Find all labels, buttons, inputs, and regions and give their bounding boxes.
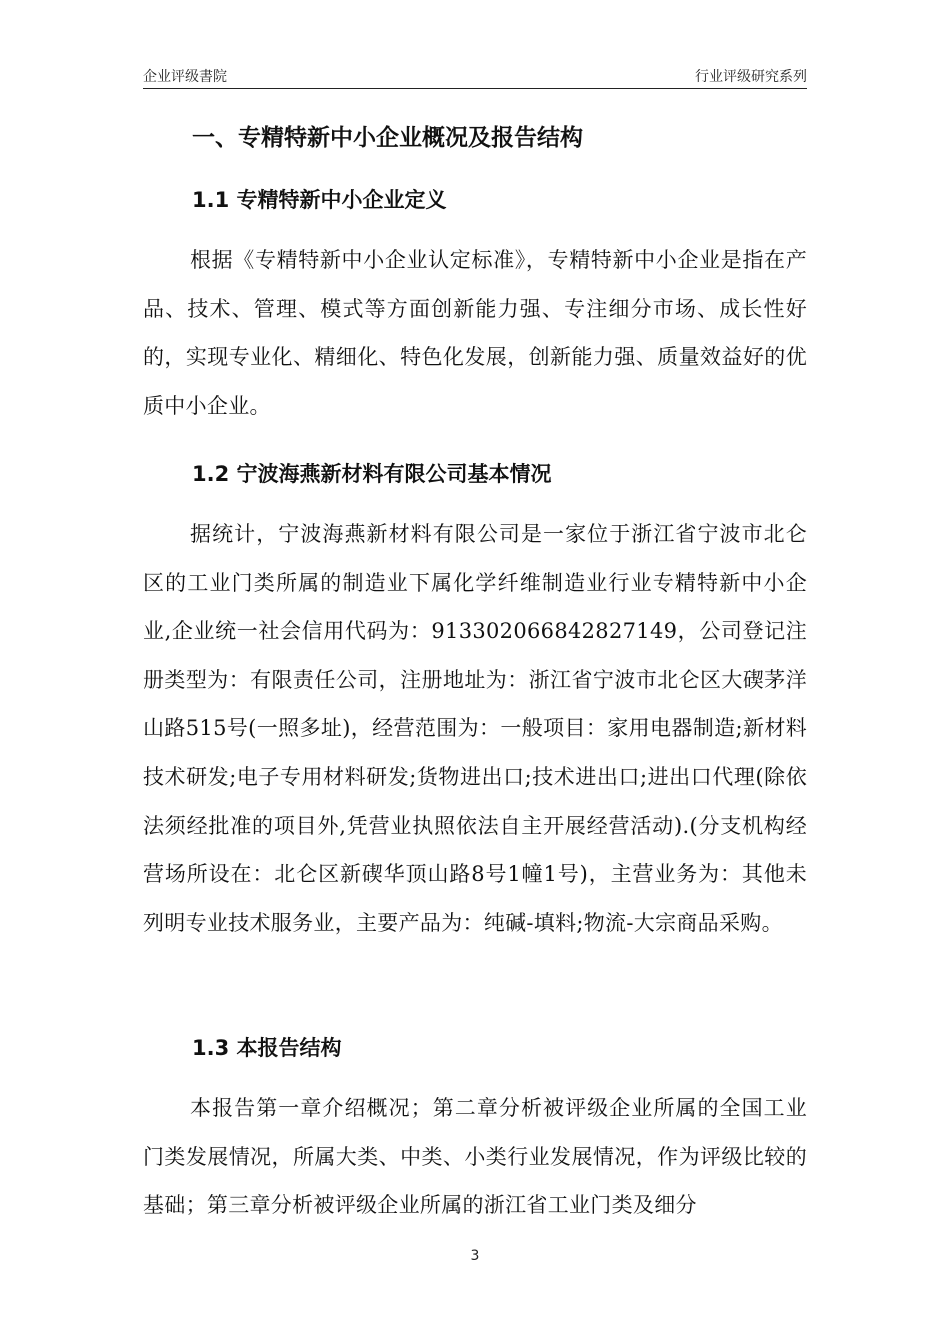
- page-number: 3: [470, 1248, 480, 1264]
- section-paragraph-1-3: 本报告第一章介绍概况；第二章分析被评级企业所属的全国工业门类发展情况，所属大类、中类、小类行业发展情况，作为评级比较的基础；第三章分析被评级企业所属的浙江省工业门类及细分: [143, 1096, 807, 1218]
- section-heading-1-3: 1.3 本报告结构: [192, 1036, 342, 1060]
- chapter-title: 一、专精特新中小企业概况及报告结构: [192, 125, 583, 151]
- section-paragraph-1-1: 根据《专精特新中小企业认定标准》，专精特新中小企业是指在产品、技术、管理、模式等方面创新能力强、专注细分市场、成长性好的，实现专业化、精细化、特色化发展，创新能力强、质量效益好的优质中小企业。: [143, 248, 807, 418]
- section-paragraph-1-2: 据统计，宁波海燕新材料有限公司是一家位于浙江省宁波市北仑区的工业门类所属的制造业下属化学纤维制造业行业专精特新中小企业,企业统一社会信用代码为：913302066842827149，公司登记注册类型为：有限责任公司，注册地址为：浙江省宁波市北仑区大碶茅洋山路515号(一照多址)，经营范围为：一般项目：家用电器制造;新材料技术研发;电子专用材料研发;货物进出口;技术进出口;进出口代理(除依法须经批准的项目外,凭营业执照依法自主开展经营活动).(分支机构经营场所设在：北仑区新碶华顶山路8号1幢1号)，主营业务为：其他未列明专业技术服务业，主要产品为：纯碱-填料;物流-大宗商品采购。: [143, 522, 807, 935]
- header-publisher: 企业评级書院: [143, 69, 227, 85]
- section-heading-1-2: 1.2 宁波海燕新材料有限公司基本情况: [192, 462, 552, 486]
- section-heading-1-1: 1.1 专精特新中小企业定义: [192, 188, 447, 212]
- page-header: [143, 66, 807, 89]
- header-series-title: 行业评级研究系列: [695, 69, 807, 85]
